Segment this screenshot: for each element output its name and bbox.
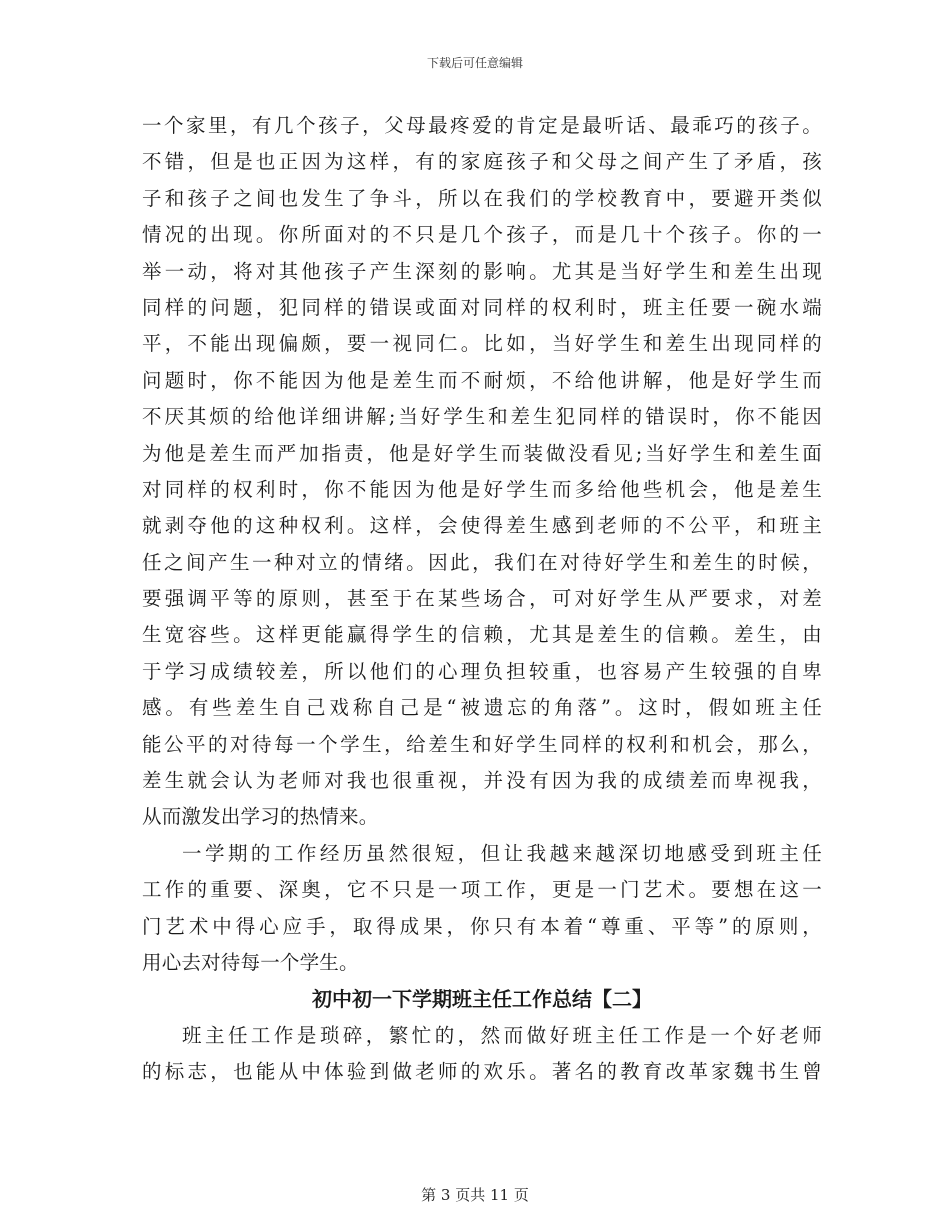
- section-title: 初中初一下学期班主任工作总结【二】: [312, 987, 652, 1012]
- text-line: 为他是差生而严加指责，他是好学生而装做没看见;当好学生和差生面: [142, 441, 822, 465]
- text-line: 问题时，你不能因为他是差生而不耐烦，不给他讲解，他是好学生而: [142, 368, 822, 392]
- text-line: 举一动，将对其他孩子产生深刻的影响。尤其是当好学生和差生出现: [142, 259, 822, 283]
- text-line: 一个家里，有几个孩子，父母最疼爱的肯定是最听话、最乖巧的孩子。: [142, 114, 822, 137]
- text-line: 子和孩子之间也发生了争斗，所以在我们的学校教育中，要避开类似: [142, 186, 822, 210]
- text-line: 能公平的对待每一个学生，给差生和好学生同样的权利和机会，那么，: [142, 732, 822, 756]
- text-line: 平，不能出现偏颇，要一视同仁。比如，当好学生和差生出现同样的: [142, 332, 822, 356]
- paragraph-1: [142, 108, 822, 836]
- text-line: 感。有些差生自己戏称自己是“被遗忘的角落”。这时，假如班主任: [142, 696, 822, 720]
- text-line: 一学期的工作经历虽然很短，但让我越来越深切地感受到班主任: [182, 841, 822, 865]
- text-line: 门艺术中得心应手，取得成果，你只有本着“尊重、平等”的原则，: [142, 914, 822, 938]
- text-line: 要强调平等的原则，甚至于在某些场合，可对好学生从严要求，对差: [142, 587, 822, 611]
- text-line: 不厌其烦的给他详细讲解;当好学生和差生犯同样的错误时，你不能因: [142, 405, 822, 429]
- text-line: 从而激发出学习的热情来。: [142, 805, 379, 829]
- paragraph-2: [142, 836, 822, 982]
- text-line: 工作的重要、深奥，它不只是一项工作，更是一门艺术。要想在这一: [142, 878, 822, 902]
- text-line: 情况的出现。你所面对的不只是几个孩子，而是几十个孩子。你的一: [142, 223, 822, 247]
- text-line: 于学习成绩较差，所以他们的心理负担较重，也容易产生较强的自卑: [142, 659, 822, 683]
- paragraph-3: [142, 1018, 822, 1091]
- text-line: 任之间产生一种对立的情绪。因此，我们在对待好学生和差生的时候，: [142, 550, 822, 574]
- text-line: 班主任工作是琐碎，繁忙的，然而做好班主任工作是一个好老师: [182, 1023, 822, 1047]
- page-header: 下载后可任意编辑: [426, 56, 523, 70]
- page-footer: 第 3 页共 11 页: [421, 1186, 529, 1204]
- text-line: 不错，但是也正因为这样，有的家庭孩子和父母之间产生了矛盾，孩: [142, 150, 822, 174]
- text-line: 就剥夺他的这种权利。这样，会使得差生感到老师的不公平，和班主: [142, 514, 822, 538]
- text-line: 用心去对待每一个学生。: [142, 950, 359, 974]
- text-line: 差生就会认为老师对我也很重视，并没有因为我的成绩差而卑视我，: [142, 769, 822, 793]
- document-body: [142, 108, 822, 1091]
- text-line: 同样的问题，犯同样的错误或面对同样的权利时，班主任要一碗水端: [142, 295, 822, 319]
- text-line: 对同样的权利时，你不能因为他是好学生而多给他些机会，他是差生: [142, 477, 822, 501]
- text-line: 的标志，也能从中体验到做老师的欢乐。著名的教育改革家魏书生曾: [142, 1060, 822, 1084]
- text-line: 生宽容些。这样更能赢得学生的信赖，尤其是差生的信赖。差生，由: [142, 623, 822, 647]
